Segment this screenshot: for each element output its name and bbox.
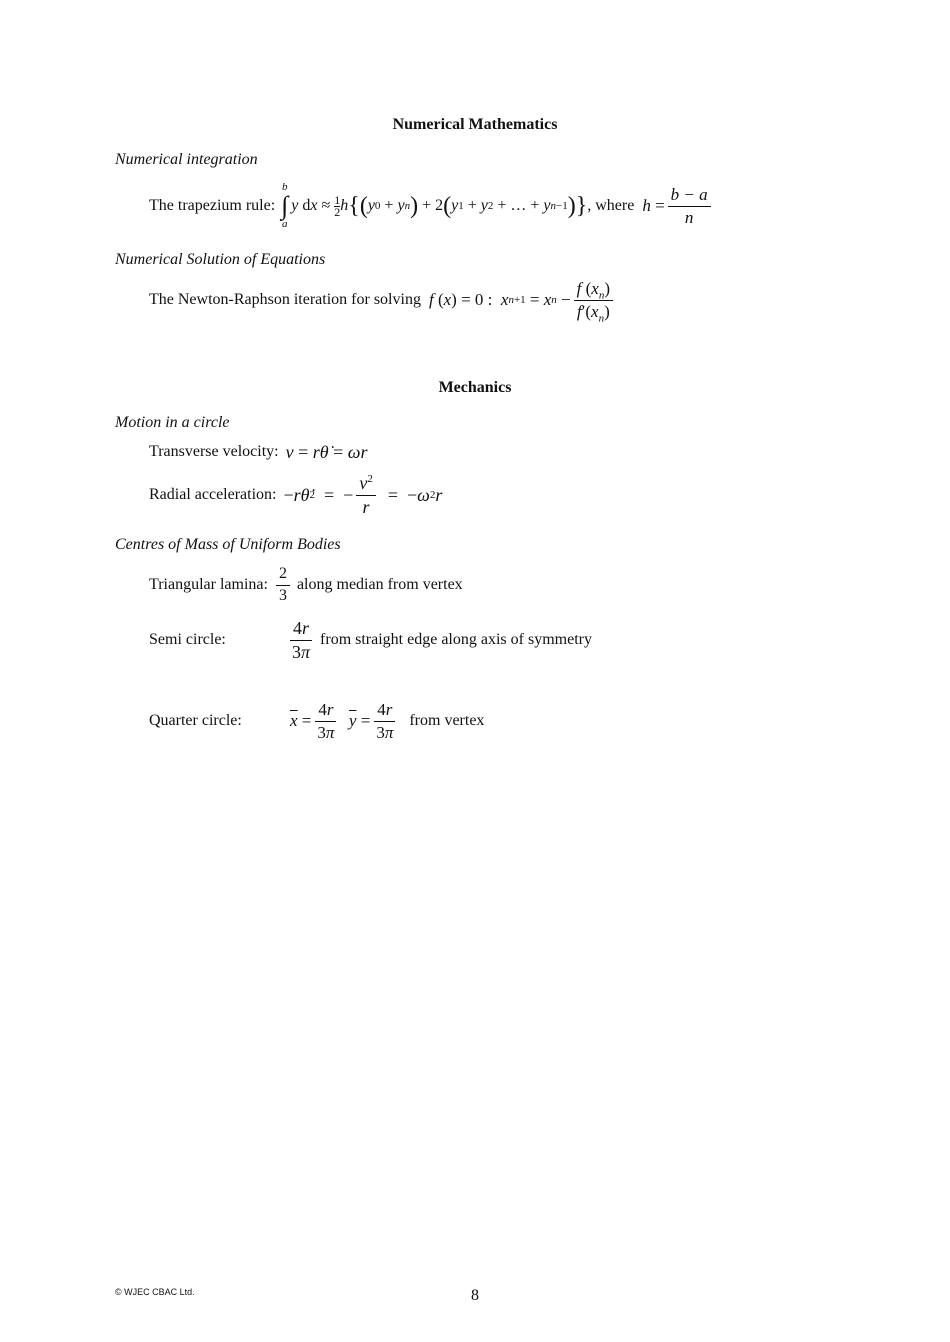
trapezium-formula: b ∫ a y d x ≈ 1 2 h {( y 0 + y n ) + 2 ( y 1 + y 2 + … + y n−1 )}: [281, 181, 588, 230]
trapezium-rule-row: [149, 178, 714, 234]
semi-circle-row: [149, 615, 592, 665]
step-size-formula: h = $\frac{b - a}{n}$: [642, 186, 713, 227]
newton-raphson-formula: f ( x ) = 0 : x n+1 = x n − $\frac{f (x_n)}{f'(x_n)}$: [429, 280, 616, 321]
quarter-circle-formula: $\overline{x}$ = $\frac{4r}{3\pi}$ $\overline{y}$ = $\frac{4r}{3\pi}$: [290, 701, 399, 742]
transverse-velocity-row: [149, 440, 368, 464]
semi-circle-label: Semi circle:: [149, 631, 226, 648]
radial-acceleration-label: Radial acceleration:: [149, 486, 277, 503]
trapezium-rule-label: The trapezium rule:: [149, 197, 276, 214]
section-title-numerical-mathematics: Numerical Mathematics: [392, 116, 558, 133]
copyright-text: © WJEC CBAC Ltd.: [115, 1287, 195, 1297]
page-number: 8: [471, 1287, 479, 1304]
newton-raphson-row: [149, 276, 616, 324]
triangular-lamina-label: Triangular lamina:: [149, 576, 268, 593]
heading-centres-of-mass: Centres of Mass of Uniform Bodies: [115, 536, 341, 553]
transverse-velocity-formula: v = rθ̇ = ωr: [285, 441, 368, 462]
semi-circle-fraction: $\frac{4r}{3\pi}$: [292, 617, 311, 662]
section-title-mechanics: Mechanics: [438, 379, 512, 396]
quarter-circle-row: [149, 696, 484, 746]
newton-raphson-label: The Newton-Raphson iteration for solving: [149, 291, 421, 308]
heading-numerical-solution: Numerical Solution of Equations: [115, 251, 326, 268]
heading-motion-in-circle: Motion in a circle: [115, 414, 230, 431]
radial-acceleration-formula: − r θ̇ 2 = − $\frac{v^2}{r}$ = − ω 2 r: [283, 472, 443, 517]
two-thirds-fraction: $\frac{2}{3}$: [276, 566, 290, 605]
quarter-circle-text: from vertex: [409, 712, 485, 729]
triangular-lamina-row: [149, 562, 463, 608]
transverse-velocity-label: Transverse velocity:: [149, 443, 279, 460]
semi-circle-text: from straight edge along axis of symmetry: [320, 631, 592, 648]
radial-acceleration-row: [149, 470, 442, 520]
integral-sign: b ∫ a: [281, 181, 289, 230]
where-text: , where: [587, 197, 635, 214]
triangular-lamina-text: along median from vertex: [296, 576, 463, 593]
heading-numerical-integration: Numerical integration: [115, 151, 258, 168]
quarter-circle-label: Quarter circle:: [149, 712, 242, 729]
